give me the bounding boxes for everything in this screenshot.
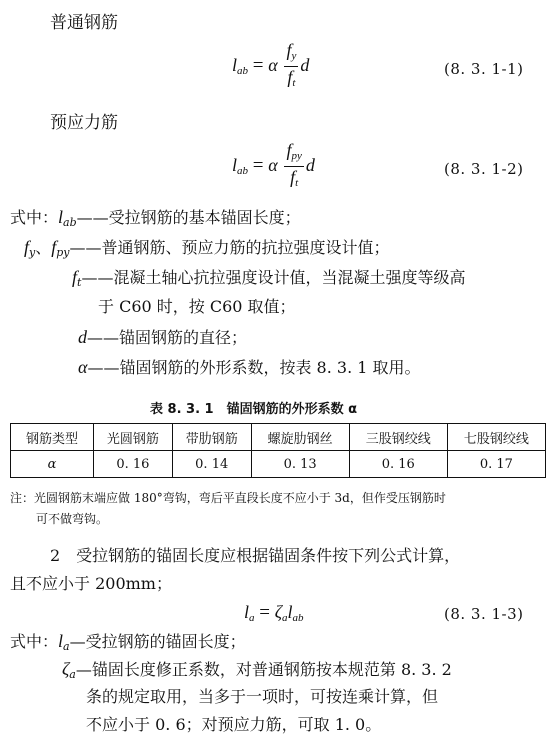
table-cell: α — [11, 451, 94, 478]
table-header-row — [11, 424, 546, 451]
definition-zeta-cont1: 条的规定取用，当多于一项时，可按连乘计算，但 — [86, 687, 439, 706]
definition-ft: $f_t——$混凝土轴心抗拉强度设计值，当混凝土强度等级高 — [72, 267, 466, 289]
definition-text: ——受拉钢筋的基本锚固长度； — [76, 208, 301, 227]
definition-prefix: 式中： — [10, 632, 59, 651]
paragraph-2-line2: 且不应小于 200mm； — [10, 574, 172, 593]
table-header-cell: 光圆钢筋 — [94, 424, 173, 451]
section-title-prestressed: 预应力筋 — [50, 113, 118, 133]
table-header-cell: 带肋钢筋 — [172, 424, 251, 451]
table-header-cell: 螺旋肋钢丝 — [251, 424, 349, 451]
equation-8-3-1-3: $l_a = \zeta_al_{ab}$ — [244, 602, 304, 624]
definition-zeta-cont2: 不应小于 0. 6；对预应力筋，可取 1. 0。 — [86, 715, 382, 734]
shape-coefficient-table — [10, 423, 546, 478]
table-header-cell: 三股钢绞线 — [349, 424, 447, 451]
definition-fy: $f_y$、$f_{py}——$普通钢筋、预应力筋的抗拉强度设计值； — [24, 237, 390, 259]
definition-zeta: $\zeta_a—$锚固长度修正系数，对普通钢筋按本规范第 8. 3. 2 — [62, 659, 452, 681]
equation-8-3-1-2: $l_{ab} = \alpha$ $\frac{f_{py}}{f_t}$ d — [232, 140, 315, 189]
equation-number: (8. 3. 1-3) — [444, 605, 524, 623]
definition-text: ——锚固钢筋的直径； — [87, 328, 248, 347]
definition-text: ——普通钢筋、预应力筋的抗拉强度设计值； — [69, 238, 390, 257]
definition-text: ——混凝土轴心抗拉强度设计值，当混凝土强度等级高 — [81, 268, 466, 287]
definition-prefix: 式中： — [10, 208, 59, 227]
table-note-line1: 注：光圆钢筋末端应做 180°弯钩，弯后平直段长度不应小于 3d，但作受压钢筋时 — [10, 491, 446, 505]
table-header-cell: 七股钢绞线 — [447, 424, 545, 451]
definition-d: d——锚固钢筋的直径； — [78, 327, 248, 347]
table-cell: 0. 16 — [94, 451, 173, 478]
table-note-line2: 可不做弯钩。 — [36, 512, 109, 526]
table-cell: 0. 17 — [447, 451, 545, 478]
equation-number: (8. 3. 1-1) — [444, 60, 524, 78]
paragraph-2-line1: 2 受拉钢筋的锚固长度应根据锚固条件按下列公式计算， — [50, 546, 461, 565]
section-title-ordinary-rebar: 普通钢筋 — [50, 13, 118, 33]
table-cell: 0. 16 — [349, 451, 447, 478]
definition-alpha: α——锚固钢筋的外形系数，按表 8. 3. 1 取用。 — [78, 357, 421, 377]
table-caption: 表 8. 3. 1 锚固钢筋的外形系数 α — [150, 402, 358, 417]
table-row — [11, 451, 546, 478]
definition-la: 式中：$l_a—$受拉钢筋的锚固长度； — [10, 631, 246, 653]
table-header-cell: 钢筋类型 — [11, 424, 94, 451]
definition-text: —受拉钢筋的锚固长度； — [69, 632, 246, 651]
table-cell: 0. 13 — [251, 451, 349, 478]
definition-ft-cont: 于 C60 时，按 C60 取值； — [98, 297, 296, 316]
definition-text: —锚固长度修正系数，对普通钢筋按本规范第 8. 3. 2 — [75, 660, 452, 679]
equation-number: (8. 3. 1-2) — [444, 160, 524, 178]
table-cell: 0. 14 — [172, 451, 251, 478]
definition-text: ——锚固钢筋的外形系数，按表 8. 3. 1 取用。 — [87, 358, 421, 377]
equation-8-3-1-1: $l_{ab} = \alpha$ $\frac{f_y}{f_t}$ d — [232, 40, 310, 89]
definition-lab: 式中：$l_{ab}——$受拉钢筋的基本锚固长度； — [10, 207, 301, 229]
